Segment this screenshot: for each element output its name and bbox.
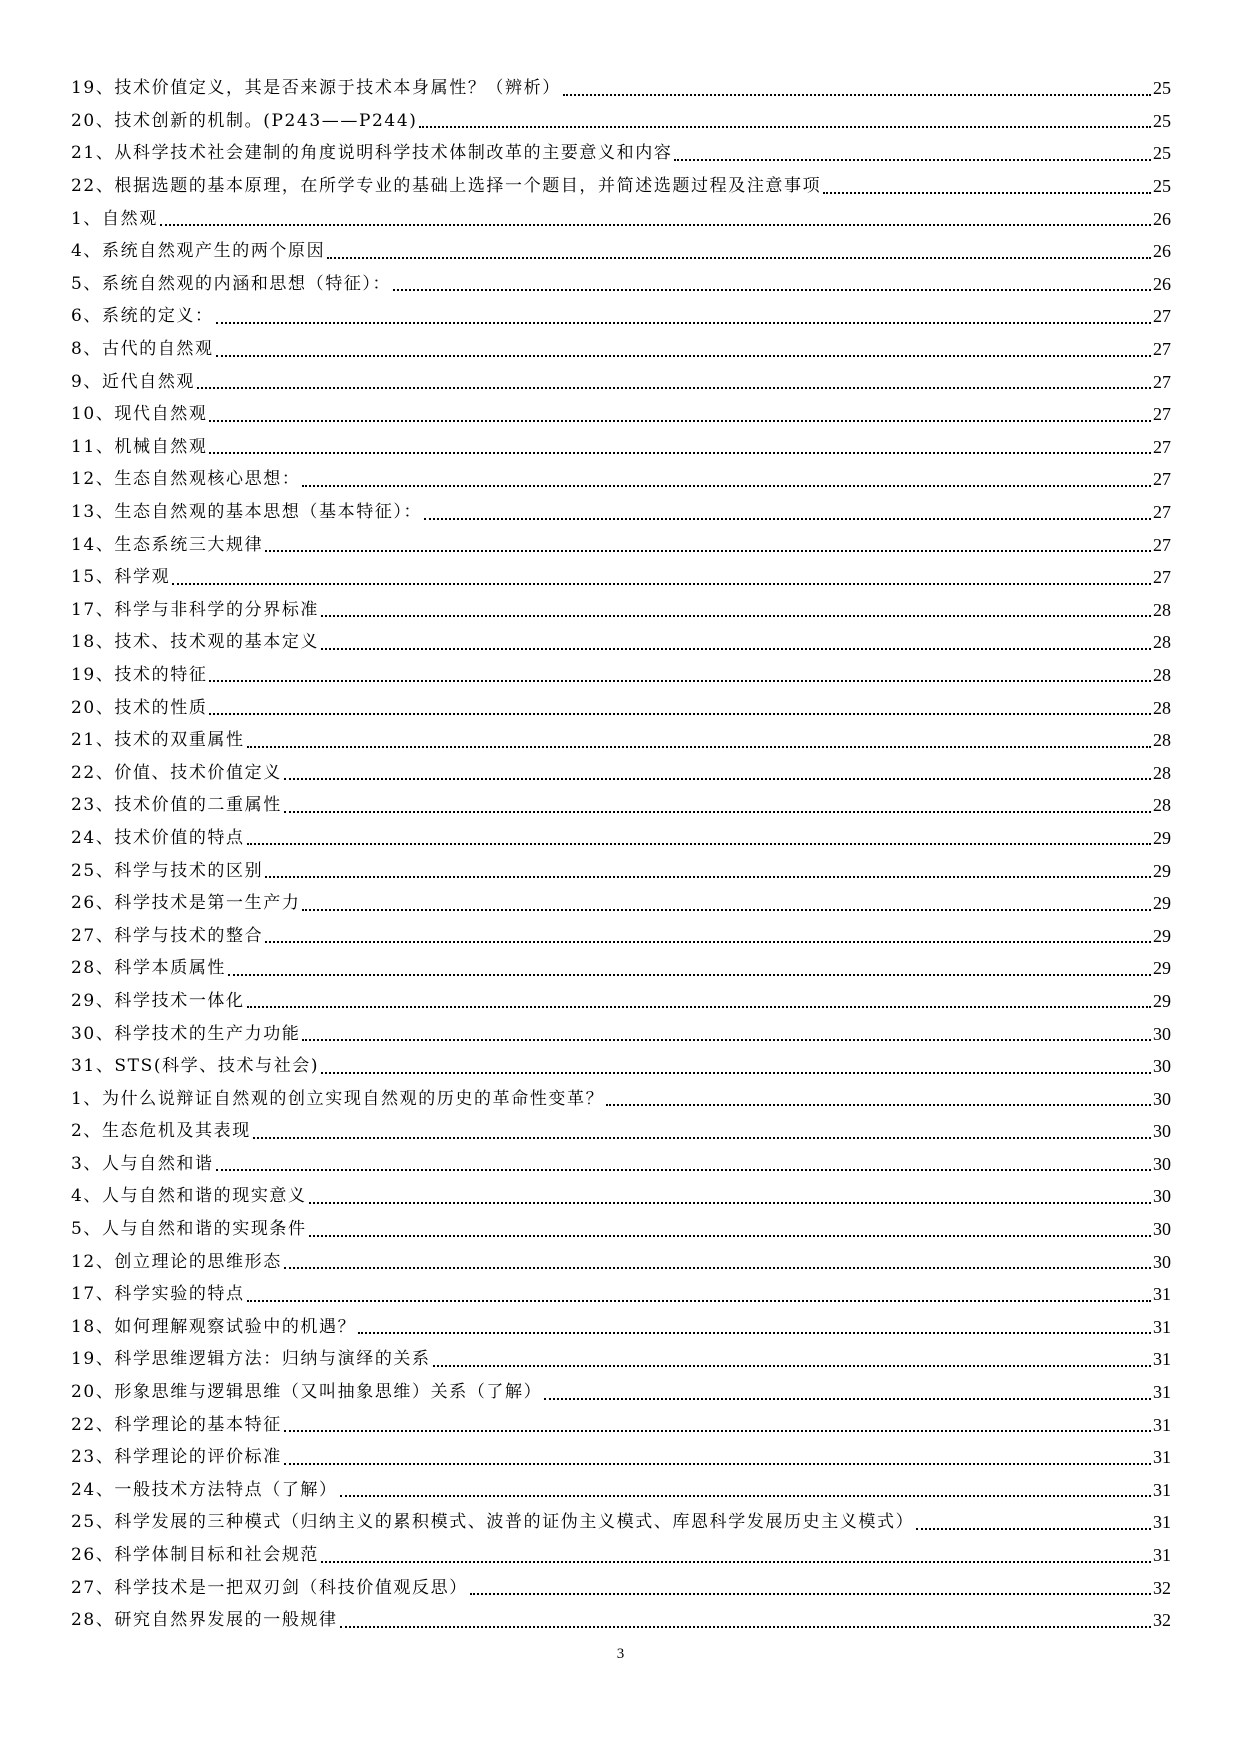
toc-entry[interactable] xyxy=(71,1245,1171,1278)
toc-dot-leader xyxy=(606,1103,1151,1106)
toc-entry-title: 2、生态危机及其表现 xyxy=(71,1121,251,1142)
toc-entry-title: 27、科学技术是一把双刃剑（科技价值观反思） xyxy=(71,1577,468,1598)
toc-entry-page: 28 xyxy=(1153,762,1171,783)
toc-dot-leader xyxy=(321,614,1151,617)
toc-entry-page: 29 xyxy=(1153,827,1171,848)
toc-entry-title: 8、古代的自然观 xyxy=(71,339,214,360)
toc-entry[interactable] xyxy=(71,724,1171,757)
toc-entry-page: 30 xyxy=(1153,1153,1171,1174)
toc-entry[interactable] xyxy=(71,398,1171,431)
toc-entry-title: 28、研究自然界发展的一般规律 xyxy=(71,1610,338,1631)
toc-entry[interactable] xyxy=(71,202,1171,235)
toc-dot-leader xyxy=(358,1331,1151,1334)
toc-entry[interactable] xyxy=(71,1213,1171,1246)
toc-dot-leader xyxy=(216,1168,1151,1171)
toc-entry[interactable] xyxy=(71,1441,1171,1474)
toc-dot-leader xyxy=(393,288,1151,291)
toc-entry-title: 4、系统自然观产生的两个原因 xyxy=(71,241,326,262)
toc-entry-page: 27 xyxy=(1153,339,1171,360)
toc-dot-leader xyxy=(216,321,1151,324)
toc-entry-title: 19、技术价值定义，其是否来源于技术本身属性？（辨析） xyxy=(71,78,561,99)
toc-entry-page: 28 xyxy=(1153,795,1171,816)
toc-entry[interactable] xyxy=(71,431,1171,464)
toc-dot-leader xyxy=(321,1560,1151,1563)
toc-entry-page: 30 xyxy=(1153,1121,1171,1142)
toc-entry-title: 17、科学与非科学的分界标准 xyxy=(71,599,320,620)
toc-entry[interactable] xyxy=(71,333,1171,366)
toc-dot-leader xyxy=(216,354,1151,357)
toc-entry-page: 27 xyxy=(1153,371,1171,392)
toc-entry-title: 18、如何理解观察试验中的机遇？ xyxy=(71,1316,357,1337)
toc-entry[interactable] xyxy=(71,919,1171,952)
toc-entry[interactable] xyxy=(71,1017,1171,1050)
toc-entry[interactable] xyxy=(71,594,1171,627)
toc-entry[interactable] xyxy=(71,626,1171,659)
toc-entry-title: 22、价值、技术价值定义 xyxy=(71,762,282,783)
toc-dot-leader xyxy=(302,908,1151,911)
toc-entry-title: 24、技术价值的特点 xyxy=(71,827,245,848)
toc-entry[interactable] xyxy=(71,137,1171,170)
toc-entry-page: 28 xyxy=(1153,632,1171,653)
toc-entry-title: 3、人与自然和谐 xyxy=(71,1153,214,1174)
toc-entry-page: 30 xyxy=(1153,1056,1171,1077)
toc-entry-title: 21、从科学技术社会建制的角度说明科学技术体制改革的主要意义和内容 xyxy=(71,143,673,164)
toc-entry-page: 31 xyxy=(1153,1284,1171,1305)
toc-entry[interactable] xyxy=(71,1571,1171,1604)
toc-entry-page: 26 xyxy=(1153,208,1171,229)
toc-dot-leader xyxy=(823,191,1151,194)
toc-entry-title: 25、科学与技术的区别 xyxy=(71,860,264,881)
toc-entry-page: 27 xyxy=(1153,534,1171,555)
toc-entry-page: 31 xyxy=(1153,1414,1171,1435)
toc-dot-leader xyxy=(209,451,1151,454)
toc-entry-title: 5、人与自然和谐的实现条件 xyxy=(71,1219,307,1240)
toc-entry-page: 32 xyxy=(1153,1577,1171,1598)
toc-entry-page: 25 xyxy=(1153,176,1171,197)
toc-entry-title: 15、科学观 xyxy=(71,567,171,588)
toc-entry-title: 18、技术、技术观的基本定义 xyxy=(71,632,320,653)
toc-entry-title: 1、为什么说辩证自然观的创立实现自然观的历史的革命性变革？ xyxy=(71,1088,605,1109)
toc-entry-title: 10、现代自然观 xyxy=(71,404,208,425)
toc-dot-leader xyxy=(247,745,1151,748)
toc-dot-leader xyxy=(265,549,1151,552)
toc-entry-title: 12、生态自然观核心思想： xyxy=(71,469,301,490)
toc-entry-title: 20、技术的性质 xyxy=(71,697,208,718)
toc-entry[interactable] xyxy=(71,1376,1171,1409)
toc-entry-page: 28 xyxy=(1153,697,1171,718)
toc-dot-leader xyxy=(284,1462,1151,1465)
toc-entry-title: 11、机械自然观 xyxy=(71,436,208,457)
toc-entry-page: 31 xyxy=(1153,1545,1171,1566)
toc-dot-leader xyxy=(284,1429,1151,1432)
toc-entry[interactable] xyxy=(71,268,1171,301)
toc-dot-leader xyxy=(309,1234,1151,1237)
toc-entry-title: 26、科学体制目标和社会规范 xyxy=(71,1545,320,1566)
toc-entry[interactable] xyxy=(71,1082,1171,1115)
toc-dot-leader xyxy=(247,842,1151,845)
toc-dot-leader xyxy=(209,679,1151,682)
toc-entry-title: 4、人与自然和谐的现实意义 xyxy=(71,1186,307,1207)
toc-entry[interactable] xyxy=(71,72,1171,105)
toc-entry-page: 27 xyxy=(1153,404,1171,425)
toc-entry[interactable] xyxy=(71,1180,1171,1213)
toc-entry-title: 24、一般技术方法特点（了解） xyxy=(71,1479,338,1500)
toc-entry-page: 25 xyxy=(1153,110,1171,131)
toc-entry-title: 1、自然观 xyxy=(71,208,158,229)
toc-dot-leader xyxy=(916,1527,1151,1530)
toc-entry[interactable] xyxy=(71,822,1171,855)
toc-entry[interactable] xyxy=(71,1474,1171,1507)
toc-dot-leader xyxy=(228,973,1151,976)
toc-entry-title: 20、技术创新的机制。(P243——P244) xyxy=(71,110,418,131)
toc-entry-page: 31 xyxy=(1153,1447,1171,1468)
toc-entry-page: 32 xyxy=(1153,1610,1171,1631)
toc-dot-leader xyxy=(419,125,1151,128)
toc-entry-page: 30 xyxy=(1153,1088,1171,1109)
toc-dot-leader xyxy=(340,1625,1151,1628)
toc-entry-page: 29 xyxy=(1153,990,1171,1011)
toc-entry-page: 31 xyxy=(1153,1382,1171,1403)
toc-entry[interactable] xyxy=(71,1604,1171,1637)
toc-entry[interactable] xyxy=(71,789,1171,822)
toc-dot-leader xyxy=(470,1592,1151,1595)
toc-entry[interactable] xyxy=(71,887,1171,920)
toc-entry[interactable] xyxy=(71,1148,1171,1181)
toc-entry[interactable] xyxy=(71,170,1171,203)
toc-entry-page: 25 xyxy=(1153,143,1171,164)
toc-entry-title: 29、科学技术一体化 xyxy=(71,990,245,1011)
toc-entry-page: 29 xyxy=(1153,860,1171,881)
toc-entry[interactable] xyxy=(71,463,1171,496)
toc-dot-leader xyxy=(309,1201,1151,1204)
toc-entry-title: 22、根据选题的基本原理，在所学专业的基础上选择一个题目，并简述选题过程及注意事项 xyxy=(71,176,822,197)
toc-entry[interactable] xyxy=(71,952,1171,985)
toc-entry-title: 26、科学技术是第一生产力 xyxy=(71,893,301,914)
toc-entry-page: 27 xyxy=(1153,436,1171,457)
toc-entry-page: 31 xyxy=(1153,1512,1171,1533)
toc-entry-page: 30 xyxy=(1153,1186,1171,1207)
toc-entry-title: 25、科学发展的三种模式（归纳主义的累积模式、波普的证伪主义模式、库恩科学发展历史主义模式） xyxy=(71,1512,915,1533)
toc-dot-leader xyxy=(321,647,1151,650)
toc-entry[interactable] xyxy=(71,300,1171,333)
toc-dot-leader xyxy=(340,1494,1151,1497)
toc-entry-page: 30 xyxy=(1153,1219,1171,1240)
toc-dot-leader xyxy=(265,875,1151,878)
toc-entry[interactable] xyxy=(71,1311,1171,1344)
toc-entry[interactable] xyxy=(71,659,1171,692)
toc-entry-title: 19、科学思维逻辑方法：归纳与演绎的关系 xyxy=(71,1349,431,1370)
toc-dot-leader xyxy=(302,1038,1151,1041)
toc-dot-leader xyxy=(327,256,1151,259)
toc-entry-title: 31、STS(科学、技术与社会) xyxy=(71,1056,320,1077)
toc-entry-page: 28 xyxy=(1153,599,1171,620)
toc-dot-leader xyxy=(433,1364,1151,1367)
toc-dot-leader xyxy=(247,1005,1151,1008)
toc-entry[interactable] xyxy=(71,1343,1171,1376)
table-of-contents xyxy=(71,72,1171,1637)
toc-entry-page: 25 xyxy=(1153,78,1171,99)
toc-entry[interactable] xyxy=(71,496,1171,529)
toc-entry-page: 29 xyxy=(1153,893,1171,914)
toc-entry-page: 31 xyxy=(1153,1479,1171,1500)
toc-entry-page: 26 xyxy=(1153,241,1171,262)
toc-entry[interactable] xyxy=(71,1408,1171,1441)
toc-dot-leader xyxy=(209,712,1151,715)
toc-entry-page: 30 xyxy=(1153,1023,1171,1044)
toc-entry-title: 23、技术价值的二重属性 xyxy=(71,795,282,816)
toc-entry-title: 9、近代自然观 xyxy=(71,371,196,392)
toc-entry[interactable] xyxy=(71,854,1171,887)
toc-dot-leader xyxy=(284,777,1151,780)
toc-entry-page: 28 xyxy=(1153,664,1171,685)
toc-entry-page: 27 xyxy=(1153,567,1171,588)
toc-entry[interactable] xyxy=(71,1050,1171,1083)
toc-entry[interactable] xyxy=(71,985,1171,1018)
toc-dot-leader xyxy=(253,1136,1151,1139)
toc-dot-leader xyxy=(321,1071,1151,1074)
toc-entry-page: 30 xyxy=(1153,1251,1171,1272)
toc-entry-page: 26 xyxy=(1153,273,1171,294)
toc-entry-title: 12、创立理论的思维形态 xyxy=(71,1251,282,1272)
toc-entry[interactable] xyxy=(71,691,1171,724)
toc-dot-leader xyxy=(160,223,1151,226)
toc-entry-page: 29 xyxy=(1153,958,1171,979)
toc-dot-leader xyxy=(563,93,1151,96)
toc-entry-page: 27 xyxy=(1153,306,1171,327)
toc-dot-leader xyxy=(265,940,1151,943)
toc-entry-page: 27 xyxy=(1153,502,1171,523)
toc-entry-page: 29 xyxy=(1153,925,1171,946)
toc-entry[interactable] xyxy=(71,365,1171,398)
toc-entry[interactable] xyxy=(71,1506,1171,1539)
toc-dot-leader xyxy=(172,582,1151,585)
toc-entry-page: 27 xyxy=(1153,469,1171,490)
toc-entry[interactable] xyxy=(71,528,1171,561)
toc-entry-title: 30、科学技术的生产力功能 xyxy=(71,1023,301,1044)
toc-entry[interactable] xyxy=(71,1115,1171,1148)
toc-dot-leader xyxy=(674,158,1151,161)
toc-entry-page: 28 xyxy=(1153,730,1171,751)
toc-entry[interactable] xyxy=(71,756,1171,789)
toc-dot-leader xyxy=(302,484,1151,487)
toc-dot-leader xyxy=(247,1299,1151,1302)
toc-entry[interactable] xyxy=(71,561,1171,594)
toc-dot-leader xyxy=(424,517,1151,520)
toc-entry-title: 17、科学实验的特点 xyxy=(71,1284,245,1305)
toc-entry-title: 5、系统自然观的内涵和思想（特征）： xyxy=(71,273,392,294)
toc-dot-leader xyxy=(284,1266,1151,1269)
toc-entry-title: 6、系统的定义： xyxy=(71,306,214,327)
toc-entry[interactable] xyxy=(71,235,1171,268)
toc-entry-title: 19、技术的特征 xyxy=(71,664,208,685)
toc-entry-page: 31 xyxy=(1153,1349,1171,1370)
toc-dot-leader xyxy=(284,810,1151,813)
toc-dot-leader xyxy=(544,1397,1151,1400)
toc-dot-leader xyxy=(209,419,1151,422)
toc-entry[interactable] xyxy=(71,1278,1171,1311)
toc-entry-page: 31 xyxy=(1153,1316,1171,1337)
toc-entry[interactable] xyxy=(71,105,1171,138)
toc-entry[interactable] xyxy=(71,1539,1171,1572)
toc-entry-title: 13、生态自然观的基本思想（基本特征）： xyxy=(71,502,423,523)
toc-dot-leader xyxy=(197,386,1151,389)
page-number: 3 xyxy=(616,1646,625,1662)
toc-entry-title: 14、生态系统三大规律 xyxy=(71,534,264,555)
toc-entry-title: 23、科学理论的评价标准 xyxy=(71,1447,282,1468)
toc-entry-title: 22、科学理论的基本特征 xyxy=(71,1414,282,1435)
toc-entry-title: 21、技术的双重属性 xyxy=(71,730,245,751)
toc-entry-title: 28、科学本质属性 xyxy=(71,958,227,979)
toc-entry-title: 27、科学与技术的整合 xyxy=(71,925,264,946)
toc-entry-title: 20、形象思维与逻辑思维（又叫抽象思维）关系（了解） xyxy=(71,1382,543,1403)
